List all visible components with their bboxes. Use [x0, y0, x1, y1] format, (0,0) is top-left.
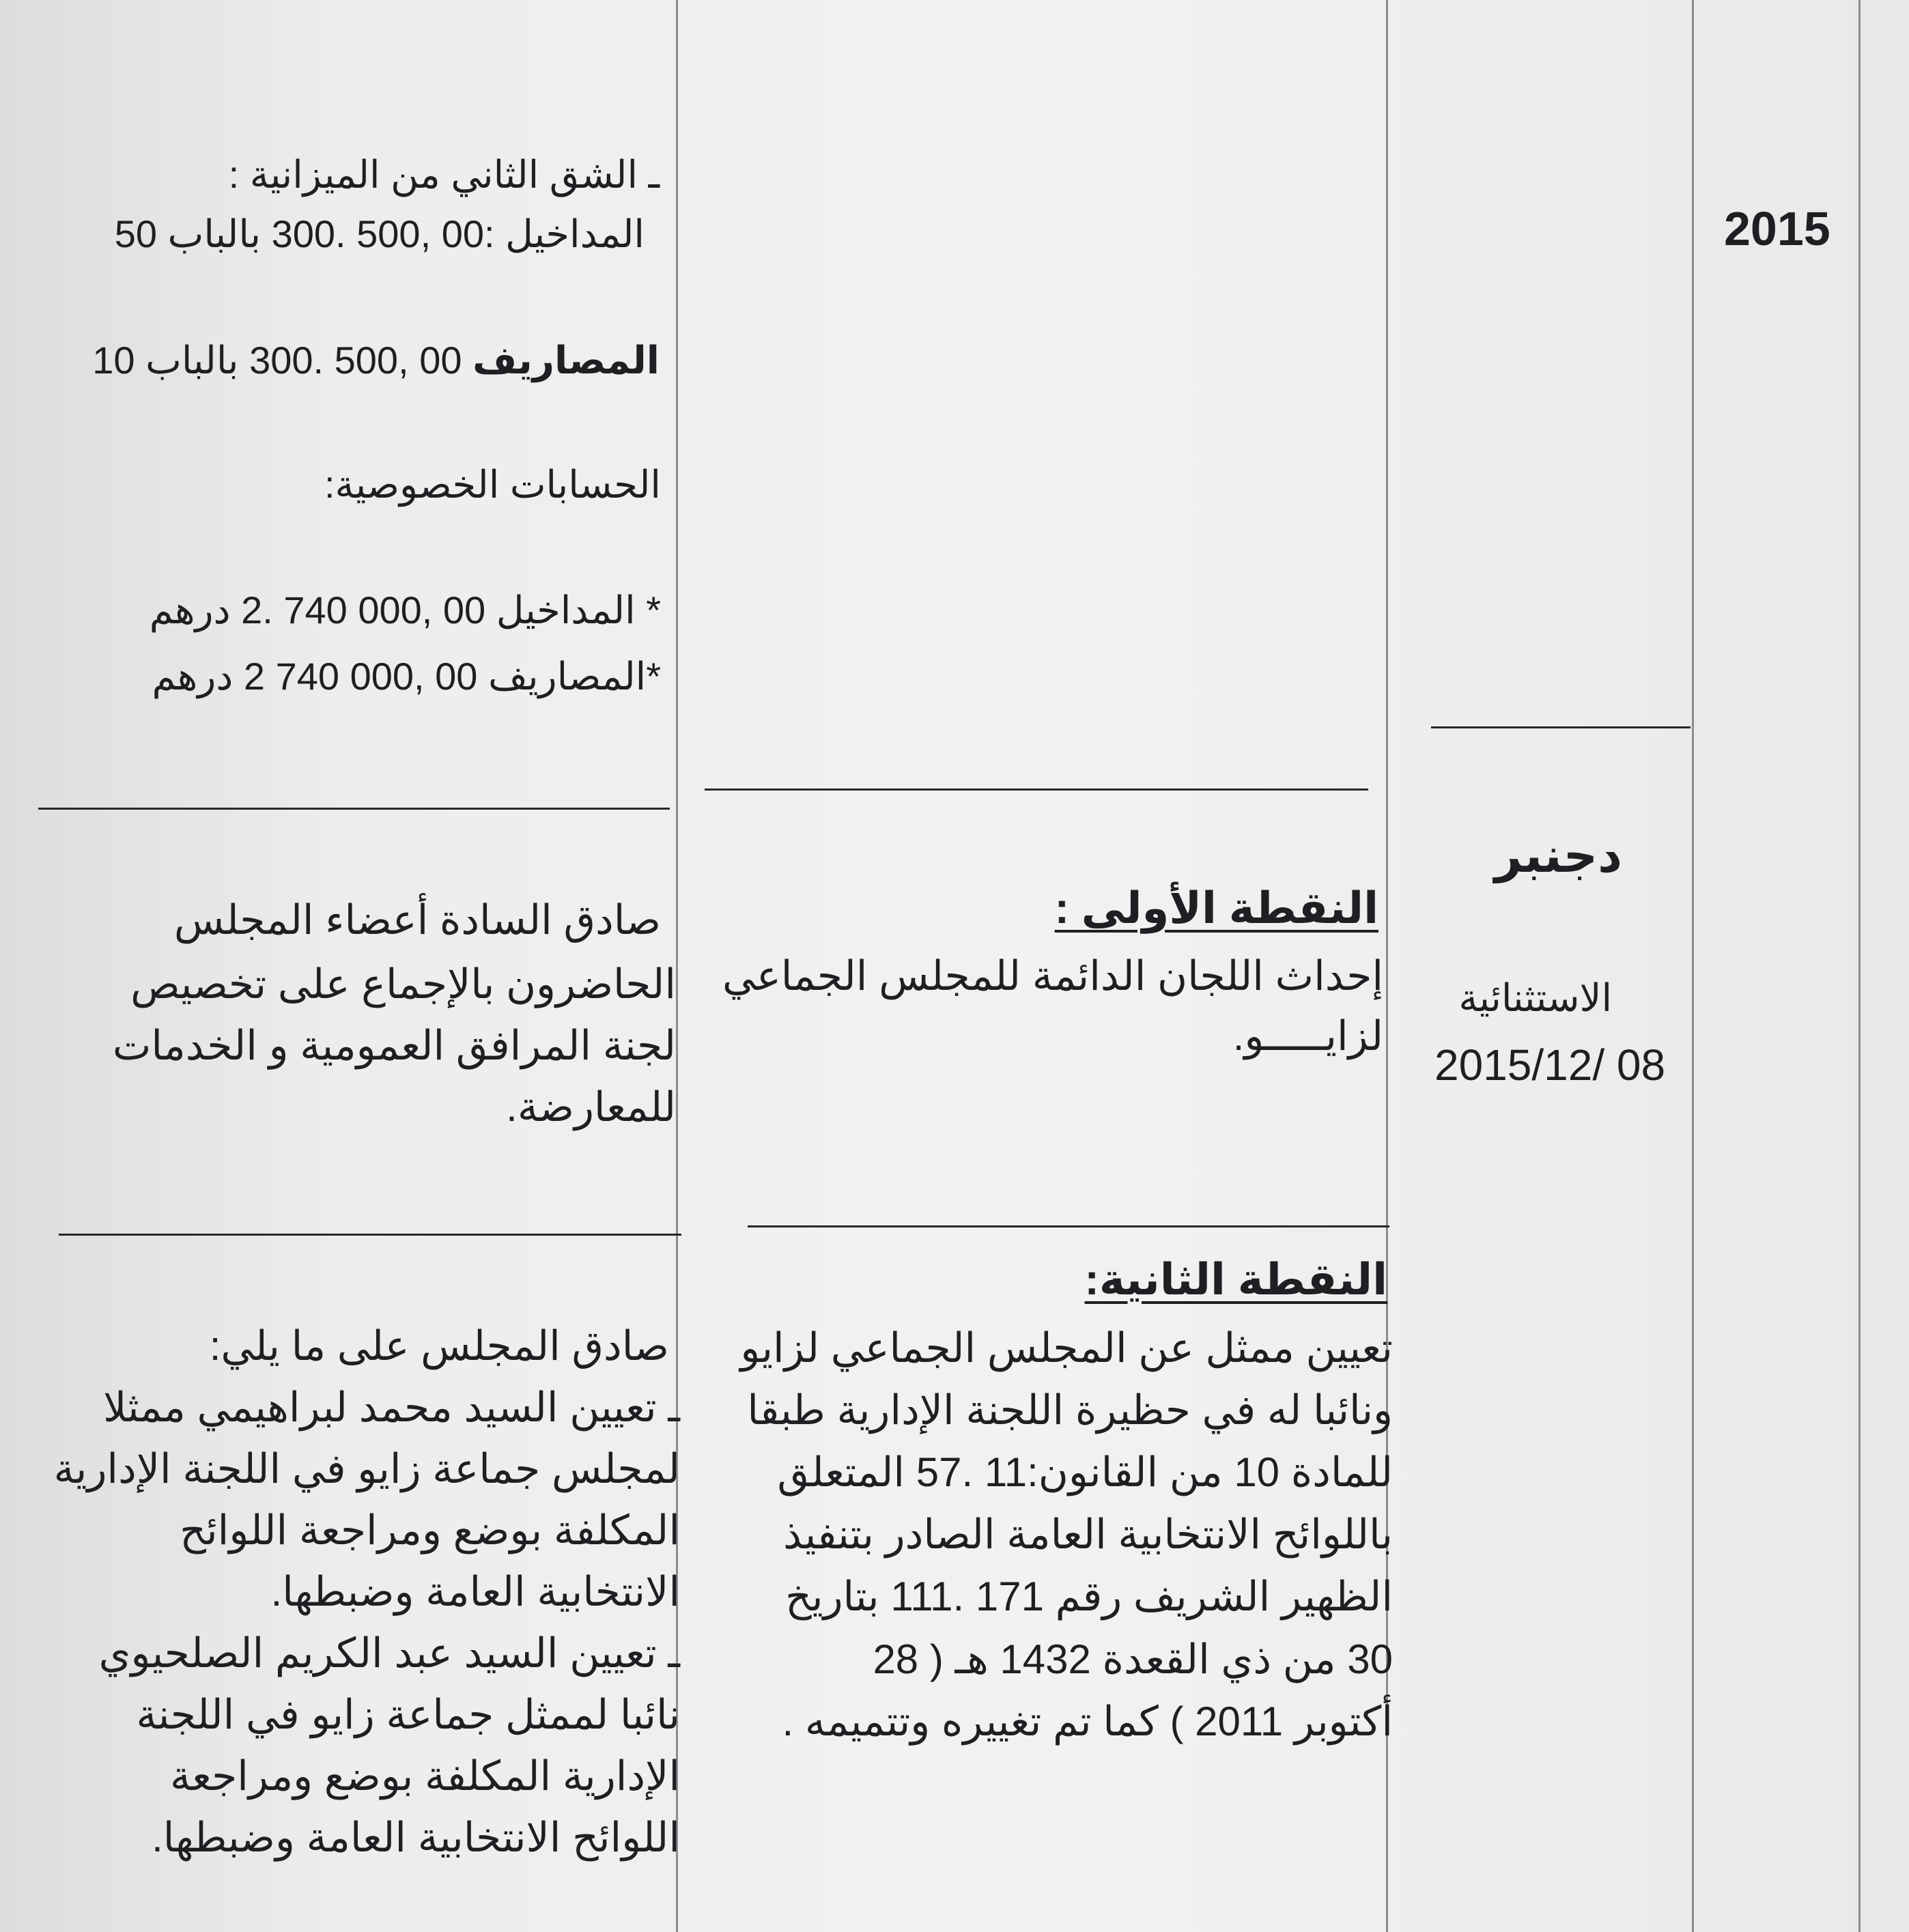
decision2-line: لمجلس جماعة زايو في اللجنة الإدارية — [53, 1446, 680, 1492]
decision2-line: ـ تعيين السيد عبد الكريم الصلحيوي — [98, 1630, 680, 1676]
decision2-line: نائبا لممثل جماعة زايو في اللجنة — [136, 1692, 680, 1737]
decision1-line: لجنة المرافق العمومية و الخدمات — [112, 1023, 676, 1068]
special-revenues: * المداخيل 00 ,000 740 .2 درهم — [149, 588, 661, 631]
decision2-line: صادق المجلس على ما يلي: — [209, 1323, 669, 1369]
point2-heading: النقطة الثانية: — [1084, 1255, 1387, 1304]
decision2-line: الانتخابية العامة وضبطها. — [270, 1569, 680, 1615]
point2-line: تعيين ممثل عن المجلس الجماعي لزايو — [740, 1325, 1393, 1371]
revenues-line: المداخيل :00 ,500 .300 بالباب 50 — [114, 212, 645, 255]
point2-line: باللوائح الانتخابية العامة الصادر بتنفيذ — [783, 1511, 1393, 1557]
separator-agenda-1 — [705, 789, 1368, 791]
separator-date — [1431, 726, 1691, 728]
point1-line: إحداث اللجان الدائمة للمجلس الجماعي — [722, 953, 1383, 999]
separator-decisions-1 — [38, 808, 670, 810]
point2-line: 30 من ذي القعدة 1432 هـ ( 28 — [873, 1636, 1393, 1682]
point1-line: لزايـــــو. — [1232, 1013, 1383, 1059]
decision2-line: المكلفة بوضع ومراجعة اللوائح — [180, 1507, 680, 1553]
budget-heading: ـ الشق الثاني من الميزانية : — [228, 153, 660, 196]
decision2-line: الإدارية المكلفة بوضع ومراجعة — [170, 1753, 680, 1799]
column-border-outer — [1858, 0, 1861, 1932]
expenses-line — [92, 341, 660, 380]
decision1-line: الحاضرون بالإجماع على تخصيص — [130, 961, 676, 1007]
point2-line: أكتوبر 2011 ) كما تم تغييره وتتميمه . — [782, 1699, 1393, 1744]
expenses-label: المصاريف — [472, 339, 660, 382]
point2-line: الظهير الشريف رقم 171 .111 بتاريخ — [785, 1574, 1393, 1619]
session-date: 2015/12/ 08 — [1434, 1040, 1666, 1090]
decision2-line: ـ تعيين السيد محمد لبراهيمي ممثلا — [103, 1384, 680, 1430]
point2-line: للمادة 10 من القانون:11 .57 المتعلق — [777, 1449, 1393, 1495]
decision1-line: للمعارضة. — [506, 1084, 676, 1130]
session-type: الاستثنائية — [1458, 976, 1612, 1019]
separator-agenda-2 — [748, 1225, 1389, 1227]
special-accounts: الحسابات الخصوصية: — [324, 463, 661, 506]
decision1-line: صادق السادة أعضاء المجلس — [173, 897, 661, 943]
decision2-line: اللوائح الانتخابية العامة وضبطها. — [152, 1815, 680, 1860]
special-expenses: *المصاريف 00 ,000 740 2 درهم — [152, 655, 661, 698]
month-label: دجنبر — [1494, 829, 1622, 882]
year-label: 2015 — [1724, 202, 1830, 255]
expenses-value: 00 ,500 .300 بالباب 10 — [92, 339, 462, 382]
separator-decisions-2 — [59, 1234, 681, 1236]
column-border-right — [1692, 0, 1694, 1932]
point2-line: ونائبا له في حظيرة اللجنة الإدارية طبقا — [747, 1387, 1393, 1433]
point1-heading: النقطة الأولى : — [1054, 883, 1378, 933]
